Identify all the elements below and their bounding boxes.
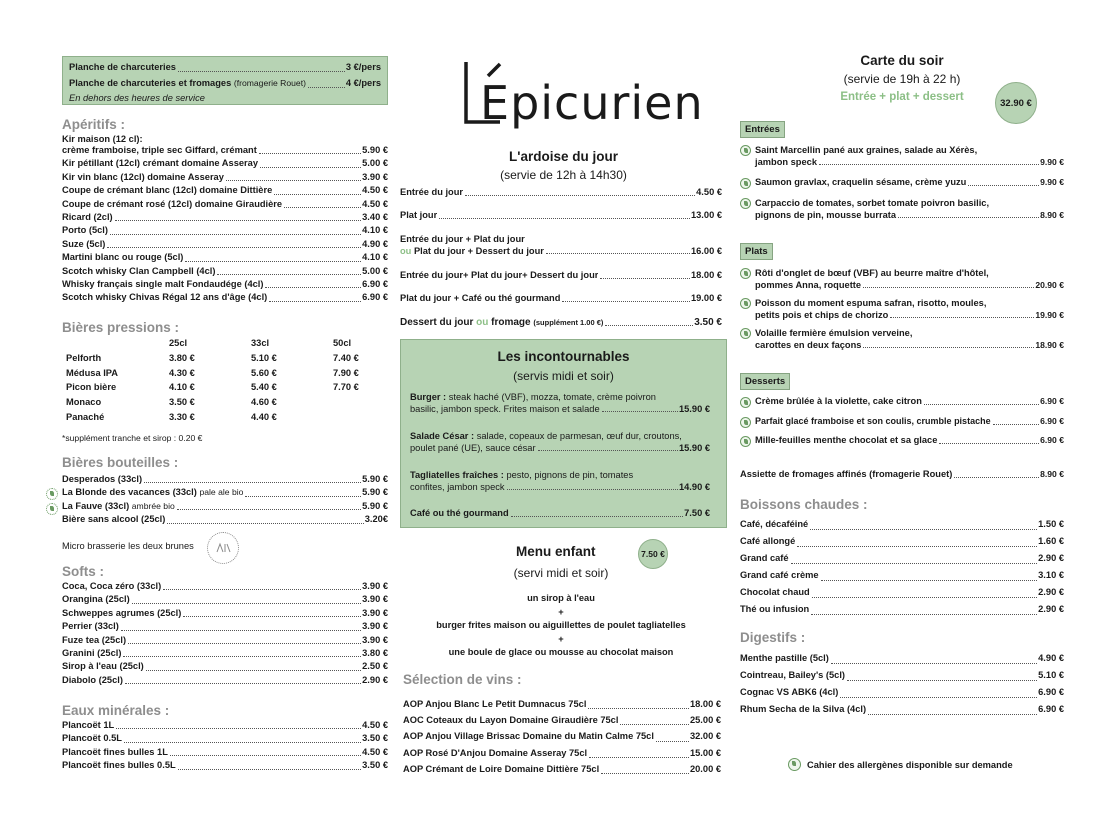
vins-title: Sélection de vins : — [403, 672, 522, 687]
wine-item: AOP Rosé D'Anjou Domaine Asseray 75cl 15.00 € — [403, 747, 721, 758]
bottle-item: Desperados (33cl) 5.90 € — [62, 474, 388, 484]
softs-list — [62, 580, 388, 687]
carte-soir-formula: Entrée + plat + dessert — [840, 91, 964, 103]
brewery-logo — [207, 532, 239, 564]
wine-item: AOP Crémant de Loire Domaine Dittière 75cl 20.00 € — [403, 763, 721, 774]
carte-soir-title: Carte du soir — [860, 53, 944, 68]
incontournables-title: Les incontournables — [497, 349, 630, 364]
ardoise-item: Plat du jour + Café ou thé gourmand 19.00 € — [400, 293, 722, 303]
aperitif-item: Suze (5cl) 4.90 € — [62, 238, 388, 249]
incontournable-item: Tagliatelles fraîches : pesto, pignons de pin, tomates confites, jambon speck 14.90 € — [410, 470, 710, 492]
soft-item: Fuze tea (25cl) 3.90 € — [62, 634, 388, 645]
pression-note: *supplément tranche et sirop : 0.20 € — [62, 433, 203, 443]
hot-drink-item: Café allongé 1.60 € — [740, 536, 1064, 546]
ardoise-title: L'ardoise du jour — [509, 149, 618, 164]
soft-item: Sirop à l'eau (25cl) 2.50 € — [62, 661, 388, 672]
aperitif-item: Scotch whisky Chivas Régal 12 ans d'âge (4cl) 6.90 € — [62, 292, 388, 303]
digestifs-title: Digestifs : — [740, 630, 806, 645]
aperitif-item: Kir vin blanc (12cl) domaine Asseray 3.90 € — [62, 171, 388, 182]
leaf-icon — [740, 298, 751, 309]
wine-item: AOP Anjou Village Brissac Domaine du Matin Calme 75cl 32.00 € — [403, 731, 721, 742]
restaurant-logo — [460, 56, 704, 148]
brewery-logo-icon — [213, 538, 233, 558]
table-row: Médusa IPA 4.30 € 5.60 € 7.90 € — [66, 367, 359, 378]
table-row: Pelforth 3.80 € 5.10 € 7.40 € — [66, 352, 359, 363]
leaf-icon — [740, 417, 751, 428]
water-item: Plancoët 1L 4.50 € — [62, 720, 388, 730]
plat-item: Rôti d'onglet de bœuf (VBF) au beurre maître d'hôtel, pommes Anna, roquette 20.90 € — [740, 268, 1064, 291]
menu-enfant-title: Menu enfant — [516, 544, 596, 559]
column-header: 33cl — [251, 338, 270, 348]
ardoise-item: Entrée du jour + Plat du jour ou Plat du jour + Dessert du jour 16.00 € — [400, 234, 722, 256]
logo-word: Epicurien — [480, 76, 704, 130]
soft-item: Perrier (33cl) 3.90 € — [62, 621, 388, 632]
digestif-item: Cointreau, Bailey's (5cl) 5.10 € — [740, 670, 1064, 680]
plat-item: Volaille fermière émulsion verveine, carottes en deux façons 18.90 € — [740, 328, 1064, 351]
incontournables-subtitle: (servis midi et soir) — [513, 369, 614, 383]
dessert-item: Crème brûlée à la violette, cake citron 6.90 € — [740, 396, 1064, 408]
carte-soir-subtitle: (servie de 19h à 22 h) — [843, 72, 961, 86]
entree-item: Saint Marcellin pané aux graines, salade au Xérès, jambon speck 9.90 € — [740, 145, 1064, 168]
digestif-item: Cognac VS ABK6 (4cl) 6.90 € — [740, 687, 1064, 697]
leaf-icon — [740, 328, 751, 339]
water-item: Plancoët 0.5L 3.50 € — [62, 733, 388, 744]
wine-item: AOP Anjou Blanc Le Petit Dumnacus 75cl 18.00 € — [403, 699, 721, 709]
bio-icon — [46, 488, 58, 500]
table-row: Picon bière 4.10 € 5.40 € 7.70 € — [66, 382, 359, 393]
aperitif-item: Ricard (2cl) 3.40 € — [62, 212, 388, 223]
digestif-item: Menthe pastille (5cl) 4.90 € — [740, 653, 1064, 663]
aperitif-item: Coupe de crémant blanc (12cl) domaine Dittière 4.50 € — [62, 185, 388, 196]
incontournable-item: Burger : steak haché (VBF), mozza, tomate, crème poivron basilic, jambon speck. Frites maison et salade 15.90 € — [410, 392, 710, 414]
charcuterie-item: Planche de charcuteries 3 €/pers — [69, 62, 381, 72]
entree-item: Saumon gravlax, craquelin sésame, crème yuzu 9.90 € — [740, 177, 1064, 189]
incontournable-item: Salade César : salade, copeaux de parmesan, œuf dur, croutons, poulet pané (UE), sauce césar 15.90 € — [410, 431, 710, 453]
bio-icon — [46, 503, 58, 515]
aperitifs-list — [62, 134, 388, 305]
desserts-tag: Desserts — [740, 373, 790, 390]
leaf-icon — [740, 198, 751, 209]
charcuterie-box — [62, 56, 388, 105]
dessert-item: Parfait glacé framboise et son coulis, crumble pistache 6.90 € — [740, 416, 1064, 428]
bottle-item: La Fauve (33cl) ambrée bio 5.90 € — [62, 500, 388, 511]
hot-drink-item: Grand café 2.90 € — [740, 553, 1064, 563]
menu-enfant-lines: un sirop à l'eau + burger frites maison ou aiguillettes de poulet tagliatelles + une boule de glace ou mousse au chocolat maison — [436, 593, 686, 657]
boissons-chaudes-title: Boissons chaudes : — [740, 497, 868, 512]
aperitif-item: crème framboise, triple sec Giffard, crémant 5.90 € — [62, 145, 388, 155]
dessert-item: Mille-feuilles menthe chocolat et sa glace 6.90 € — [740, 435, 1064, 447]
aperitifs-title: Apéritifs : — [62, 117, 126, 132]
table-header-row — [66, 336, 383, 351]
brewery-note: Micro brasserie les deux brunes — [62, 541, 194, 551]
plats-tag: Plats — [740, 243, 773, 260]
vins-list — [403, 696, 721, 777]
digestif-item: Rhum Secha de la Silva (4cl) 6.90 € — [740, 704, 1064, 714]
hot-drink-item: Chocolat chaud 2.90 € — [740, 587, 1064, 597]
leaf-icon — [740, 268, 751, 279]
cheese-item: Assiette de fromages affinés (fromagerie Rouet) 8.90 € — [740, 469, 1064, 479]
ardoise-item: Entrée du jour+ Plat du jour+ Dessert du jour 18.00 € — [400, 270, 722, 280]
water-item: Plancoët fines bulles 1L 4.50 € — [62, 746, 388, 757]
soft-item: Diabolo (25cl) 2.90 € — [62, 674, 388, 685]
wine-item: AOC Coteaux du Layon Domaine Giraudière 75cl 25.00 € — [403, 715, 721, 726]
charcuterie-item: Planche de charcuteries et fromages (fromagerie Rouet) 4 €/pers — [69, 78, 381, 88]
aperitif-item: Coupe de crémant rosé (12cl) domaine Giraudière 4.50 € — [62, 198, 388, 209]
leaf-icon — [740, 436, 751, 447]
eaux-list — [62, 719, 388, 773]
ardoise-dessert: Dessert du jour ou fromage (supplément 1.00 €) 3.50 € — [400, 317, 722, 328]
bieres-pression-table — [66, 336, 383, 425]
aperitif-item: Porto (5cl) 4.10 € — [62, 225, 388, 236]
bieres-bouteilles-list — [62, 473, 388, 527]
aperitif-heading: Kir maison (12 cl): — [62, 134, 143, 144]
aperitif-item: Martini blanc ou rouge (5cl) 4.10 € — [62, 252, 388, 263]
menu-enfant-subtitle: (servi midi et soir) — [513, 566, 609, 580]
digestifs-list — [740, 650, 1064, 718]
ardoise-subtitle: (servie de 12h à 14h30) — [500, 168, 627, 182]
leaf-icon — [740, 145, 751, 156]
ardoise-item: Entrée du jour 4.50 € — [400, 187, 722, 197]
table-row: Panaché 3.30 € 4.40 € — [66, 411, 277, 422]
softs-title: Softs : — [62, 564, 104, 579]
eaux-title: Eaux minérales : — [62, 703, 170, 718]
leaf-icon — [788, 758, 801, 771]
menu-enfant-price-badge: 7.50 € — [638, 539, 668, 569]
bottle-item: Bière sans alcool (25cl) 3.20€ — [62, 514, 388, 525]
incontournables-box — [400, 339, 727, 528]
bieres-bouteilles-title: Bières bouteilles : — [62, 455, 179, 470]
bottle-item: La Blonde des vacances (33cl) pale ale bio 5.90 € — [62, 487, 388, 498]
column-header: 50cl — [333, 338, 352, 348]
soft-item: Schweppes agrumes (25cl) 3.90 € — [62, 607, 388, 618]
allergens-note: Cahier des allergènes disponible sur demande — [788, 758, 1013, 771]
entree-item: Carpaccio de tomates, sorbet tomate poivron basilic, pignons de pin, mousse burrata 8.90 € — [740, 198, 1064, 221]
formula-price-badge: 32.90 € — [995, 82, 1037, 124]
aperitif-item: Scotch whisky Clan Campbell (4cl) 5.00 € — [62, 265, 388, 276]
hot-drink-item: Grand café crème 3.10 € — [740, 570, 1064, 580]
soft-item: Coca, Coca zéro (33cl) 3.90 € — [62, 581, 388, 591]
soft-item: Granini (25cl) 3.80 € — [62, 648, 388, 659]
aperitif-item: Kir pétillant (12cl) crémant domaine Asseray 5.00 € — [62, 158, 388, 169]
soft-item: Orangina (25cl) 3.90 € — [62, 594, 388, 605]
aperitif-item: Whisky français single malt Fondaudége (4cl) 6.90 € — [62, 279, 388, 290]
entrees-tag: Entrées — [740, 121, 785, 138]
leaf-icon — [740, 397, 751, 408]
boissons-chaudes-list — [740, 516, 1064, 618]
column-header: 25cl — [169, 338, 188, 348]
hot-drink-item: Café, décaféiné 1.50 € — [740, 519, 1064, 529]
hot-drink-item: Thé ou infusion 2.90 € — [740, 604, 1064, 614]
table-row: Monaco 3.50 € 4.60 € — [66, 397, 277, 408]
plat-item: Poisson du moment espuma safran, risotto, moules, petits pois et chips de chorizo 19.90 € — [740, 298, 1064, 321]
bieres-pression-title: Bières pressions : — [62, 320, 180, 335]
ardoise-item: Plat jour 13.00 € — [400, 210, 722, 220]
water-item: Plancoët fines bulles 0.5L 3.50 € — [62, 760, 388, 771]
leaf-icon — [740, 178, 751, 189]
incontournable-item: Café ou thé gourmand 7.50 € — [410, 508, 710, 518]
charcuterie-footer: En dehors des heures de service — [69, 93, 205, 103]
